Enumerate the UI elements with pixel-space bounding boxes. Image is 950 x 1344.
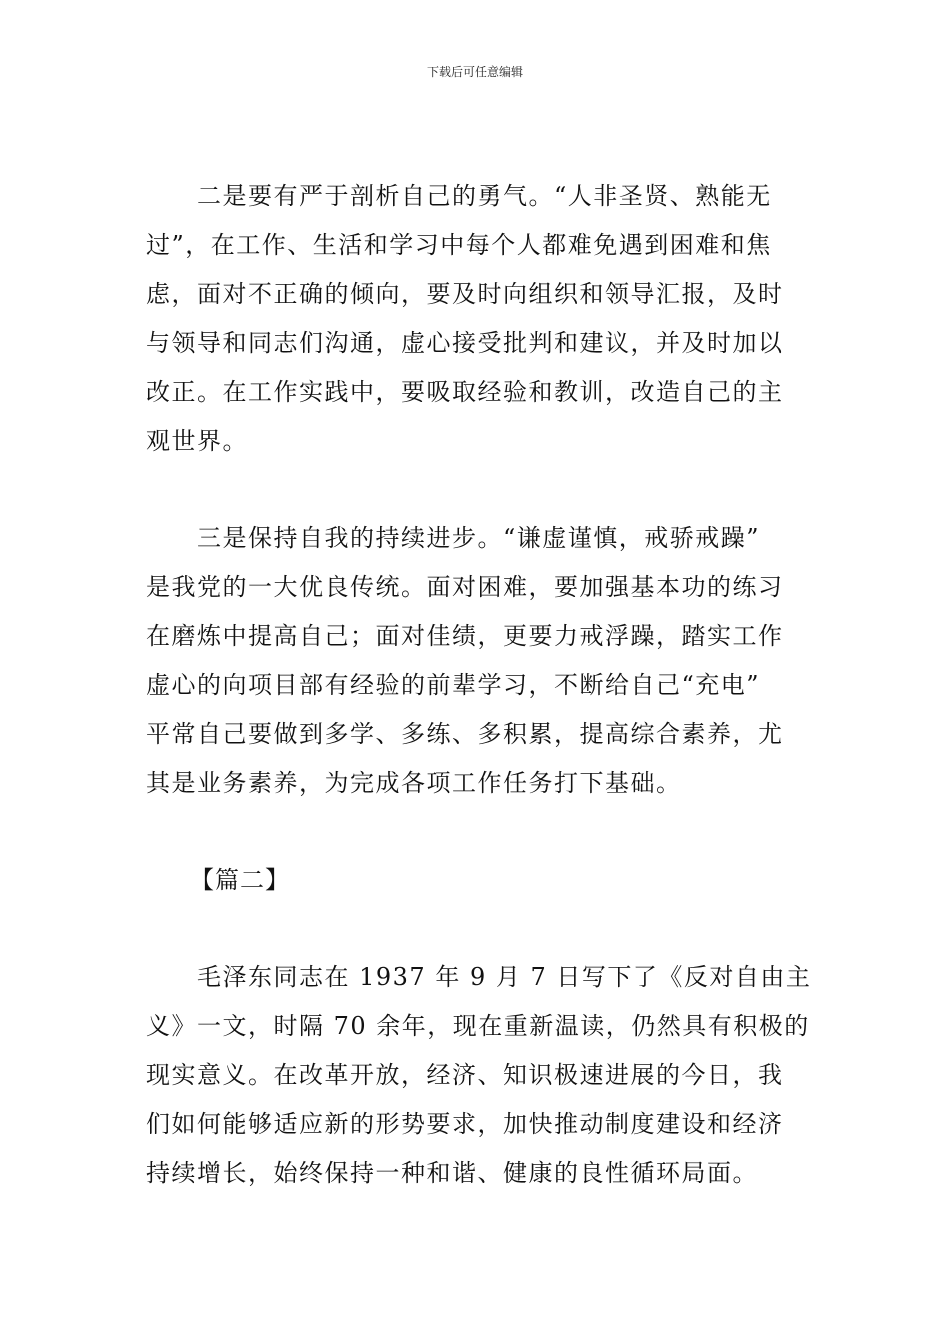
text-line: 现实意义。在改革开放，经济、知识极速进展的今日，我: [146, 1061, 784, 1089]
text-line: 持续增长，始终保持一种和谐、健康的良性循环局面。: [146, 1159, 758, 1187]
text-line: 虑，面对不正确的倾向，要及时向组织和领导汇报，及时: [146, 280, 784, 308]
paragraph-spacer: [146, 466, 810, 514]
text-line: 义》一文，时隔 70 余年，现在重新温读，仍然具有积极的: [146, 1012, 810, 1040]
paragraph-mao-article: [146, 953, 810, 1198]
paragraph-continuous-progress: [146, 514, 810, 808]
paragraph-spacer: [146, 905, 810, 953]
page-header: 下载后可任意编辑: [426, 65, 523, 79]
text-line: 们如何能够适应新的形势要求，加快推动制度建设和经济: [146, 1110, 784, 1138]
text-line: 虚心的向项目部有经验的前辈学习，不断给自己“充电”: [146, 671, 761, 699]
text-line: 与领导和同志们沟通，虚心接受批判和建议，并及时加以: [146, 329, 784, 357]
paragraph-spacer: [146, 808, 810, 856]
text-line: 观世界。: [146, 427, 248, 455]
paragraph-self-analysis: [146, 172, 810, 466]
text-line: 过”，在工作、生活和学习中每个人都难免遇到困难和焦: [146, 231, 772, 259]
text-line: 是我党的一大优良传统。面对困难，要加强基本功的练习: [146, 573, 784, 601]
text-line: 二是要有严于剖析自己的勇气。“人非圣贤、熟能无: [197, 182, 772, 210]
text-line: 在磨炼中提高自己；面对佳绩，更要力戒浮躁，踏实工作: [146, 622, 784, 650]
text-line: 平常自己要做到多学、多练、多积累，提高综合素养，尤: [146, 720, 784, 748]
text-line: 毛泽东同志在 1937 年 9 月 7 日写下了《反对自由主: [197, 963, 812, 991]
text-line: 三是保持自我的持续进步。“谦虚谨慎，戒骄戒躁”: [197, 524, 761, 552]
text-line: 其是业务素养，为完成各项工作任务打下基础。: [146, 769, 682, 797]
text-line: 改正。在工作实践中，要吸取经验和教训，改造自己的主: [146, 378, 784, 406]
section-heading: 【篇二】: [190, 866, 290, 894]
document-body: [146, 172, 810, 1198]
